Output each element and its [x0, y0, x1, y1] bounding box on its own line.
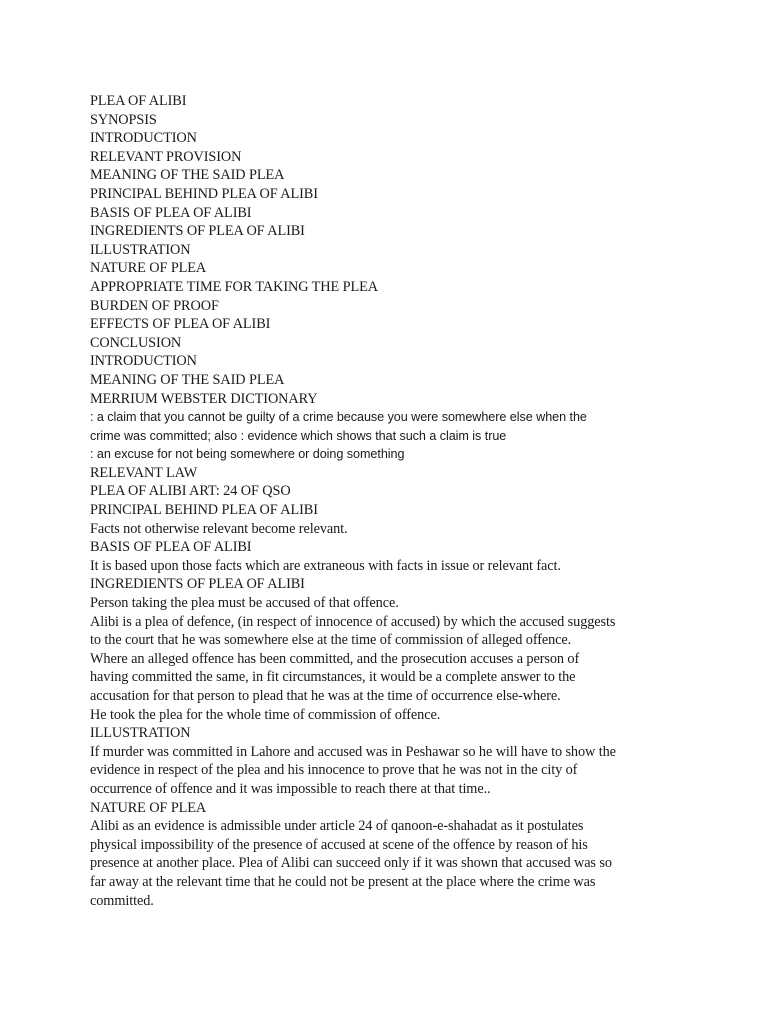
text-line: accusation for that person to plead that he was at the time of occurrence else-where. — [90, 688, 561, 704]
text-line: INTRODUCTION — [90, 353, 197, 370]
text-line: Where an alleged offence has been committed, and the prosecution accuses a person of — [90, 650, 580, 667]
text-line: PRINCIPAL BEHIND PLEA OF ALIBI — [90, 502, 318, 519]
text-line: NATURE OF PLEA — [90, 260, 207, 277]
text-line: crime was committed; also : evidence which shows that such a claim is true — [90, 428, 507, 443]
text-line: to the court that he was somewhere else at the time of commission of alleged offence. — [90, 632, 572, 649]
text-line: RELEVANT LAW — [90, 464, 198, 481]
text-line: It is based upon those facts which are extraneous with facts in issue or relevant fact. — [90, 557, 561, 574]
text-line: MERRIUM WEBSTER DICTIONARY — [90, 390, 318, 407]
document-body — [90, 92, 690, 910]
text-line: far away at the relevant time that he could not be present at the place where the crime was — [90, 873, 596, 890]
text-line: MEANING OF THE SAID PLEA — [90, 371, 285, 388]
text-line: NATURE OF PLEA — [90, 799, 207, 816]
text-line: BURDEN OF PROOF — [90, 297, 219, 314]
text-line: Facts not otherwise relevant become relevant. — [90, 520, 348, 537]
text-line: presence at another place. Plea of Alibi can succeed only if it was shown that accused was so — [90, 855, 612, 872]
text-line: INTRODUCTION — [90, 130, 197, 147]
text-line: evidence in respect of the plea and his innocence to prove that he was not in the city of — [90, 762, 578, 779]
text-line: PLEA OF ALIBI ART: 24 OF QSO — [90, 483, 291, 500]
text-line: PRINCIPAL BEHIND PLEA OF ALIBI — [90, 185, 318, 202]
text-line: occurrence of offence and it was impossible to reach there at that time.. — [90, 780, 491, 797]
text-line: He took the plea for the whole time of commission of offence. — [90, 706, 441, 723]
text-line: BASIS OF PLEA OF ALIBI — [90, 204, 252, 221]
text-line: APPROPRIATE TIME FOR TAKING THE PLEA — [90, 278, 378, 295]
text-line: committed. — [90, 892, 154, 909]
text-line: : a claim that you cannot be guilty of a crime because you were somewhere else when the — [90, 410, 587, 425]
text-line: If murder was committed in Lahore and accused was in Peshawar so he will have to show the — [90, 743, 616, 760]
text-line: MEANING OF THE SAID PLEA — [90, 167, 285, 184]
text-line: Person taking the plea must be accused of that offence. — [90, 595, 399, 612]
text-line: Alibi is a plea of defence, (in respect of innocence of accused) by which the accused suggests — [90, 613, 616, 630]
text-line: EFFECTS OF PLEA OF ALIBI — [90, 316, 271, 333]
text-line: INGREDIENTS OF PLEA OF ALIBI — [90, 223, 305, 240]
text-line: Alibi as an evidence is admissible under article 24 of qanoon-e-shahadat as it postulates — [90, 818, 584, 835]
text-line: INGREDIENTS OF PLEA OF ALIBI — [90, 576, 305, 593]
text-line: PLEA OF ALIBI — [90, 93, 187, 109]
text-line: having committed the same, in fit circumstances, it would be a complete answer to the — [90, 669, 576, 686]
text-line: : an excuse for not being somewhere or doing something — [90, 447, 405, 462]
text-line: CONCLUSION — [90, 334, 182, 351]
text-line: RELEVANT PROVISION — [90, 148, 242, 165]
text-line: ILLUSTRATION — [90, 241, 191, 258]
text-line: BASIS OF PLEA OF ALIBI — [90, 539, 252, 556]
text-line: SYNOPSIS — [90, 111, 157, 128]
text-line: ILLUSTRATION — [90, 725, 191, 742]
text-line: physical impossibility of the presence of accused at scene of the offence by reason of his — [90, 836, 588, 853]
